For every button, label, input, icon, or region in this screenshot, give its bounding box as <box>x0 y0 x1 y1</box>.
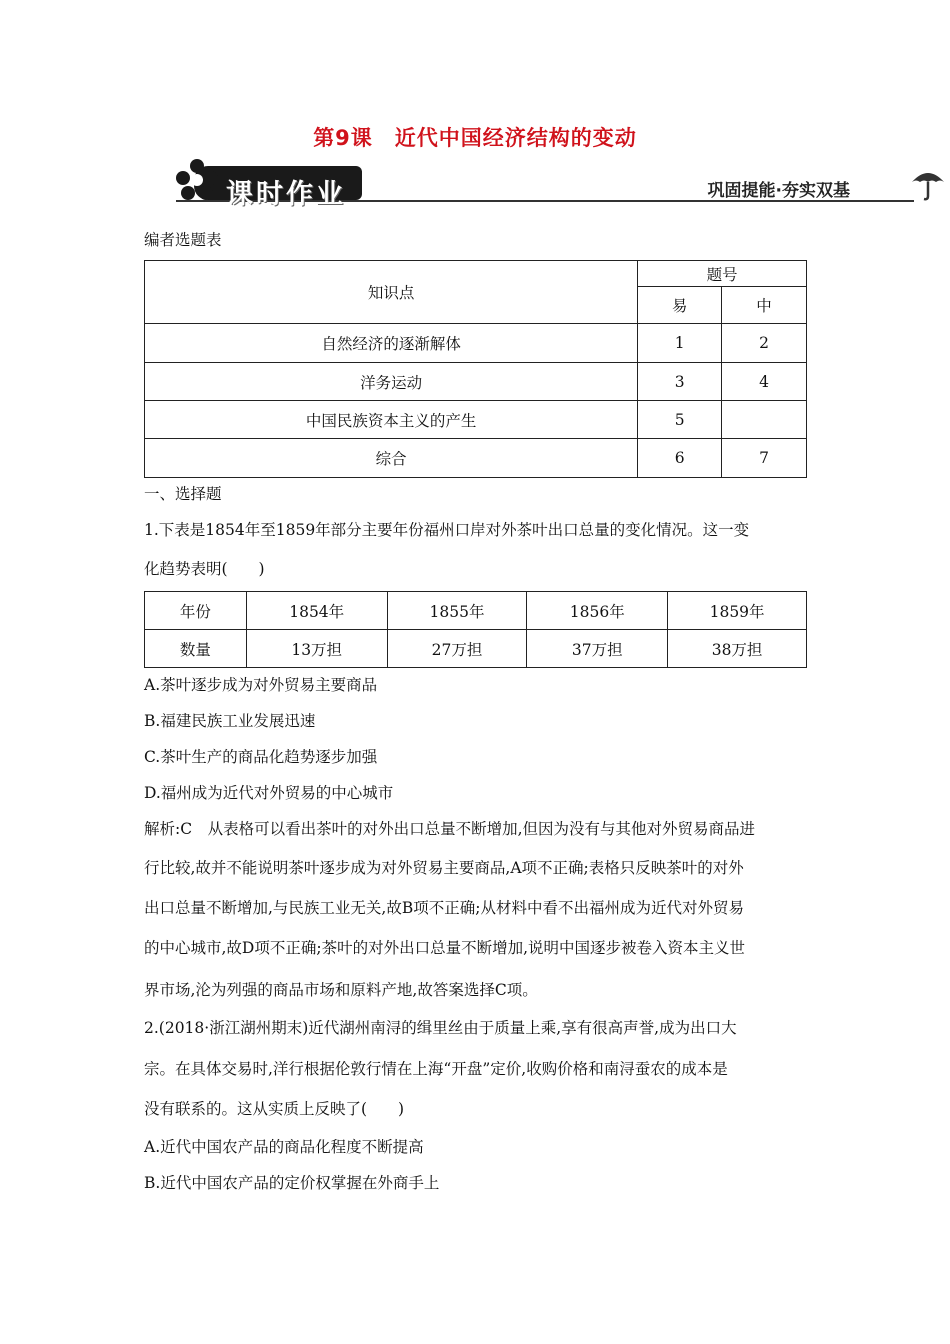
q1-option-b: B.福建民族工业发展迅速 <box>144 712 316 730</box>
row-label: 年份 <box>145 592 247 630</box>
header-number: 题号 <box>638 261 807 287</box>
table-row <box>145 630 807 668</box>
easy-cell: 5 <box>638 401 722 439</box>
page-title: 第9课 近代中国经济结构的变动 <box>313 126 637 150</box>
year-cell: 1854年 <box>246 592 387 630</box>
section-heading: 一、选择题 <box>144 485 222 503</box>
q1-stem-line: 1.下表是1854年至1859年部分主要年份福州口岸对外茶叶出口总量的变化情况。这一变 <box>144 521 750 539</box>
q1-option-d: D.福州成为近代对外贸易的中心城市 <box>144 784 394 802</box>
header-medium: 中 <box>722 287 807 324</box>
flower-icon <box>174 158 220 202</box>
header-easy: 易 <box>638 287 722 324</box>
amount-cell: 38万担 <box>668 630 807 668</box>
table-row <box>145 439 807 478</box>
table-row <box>145 401 807 439</box>
q1-stem-line: 化趋势表明( ) <box>144 560 265 578</box>
row-label: 数量 <box>145 630 247 668</box>
year-cell: 1855年 <box>387 592 527 630</box>
q1-analysis-line: 出口总量不断增加,与民族工业无关,故B项不正确;从材料中看不出福州成为近代对外贸易 <box>144 899 744 917</box>
topic-table <box>144 260 807 478</box>
medium-cell <box>722 401 807 439</box>
amount-cell: 27万担 <box>387 630 527 668</box>
medium-cell: 4 <box>722 363 807 401</box>
easy-cell: 3 <box>638 363 722 401</box>
tea-export-table <box>144 591 807 668</box>
table-row <box>145 324 807 363</box>
q2-stem-line: 没有联系的。这从实质上反映了( ) <box>144 1100 405 1118</box>
banner-tag-text: 课时作业 <box>226 179 346 210</box>
topic-cell: 中国民族资本主义的产生 <box>145 401 638 439</box>
q1-analysis-line: 解析:C 从表格可以看出茶叶的对外出口总量不断增加,但因为没有与其他对外贸易商品进 <box>144 820 756 838</box>
topic-cell: 综合 <box>145 439 638 478</box>
table-row <box>145 592 807 630</box>
header-topic: 知识点 <box>145 261 638 324</box>
easy-cell: 6 <box>638 439 722 478</box>
amount-cell: 13万担 <box>246 630 387 668</box>
q2-option-b: B.近代中国农产品的定价权掌握在外商手上 <box>144 1174 440 1192</box>
easy-cell: 1 <box>638 324 722 363</box>
topic-cell: 自然经济的逐渐解体 <box>145 324 638 363</box>
q1-analysis-line: 界市场,沦为列强的商品市场和原料产地,故答案选择C项。 <box>144 981 538 999</box>
intro-text: 编者选题表 <box>144 231 222 249</box>
q1-option-a: A.茶叶逐步成为对外贸易主要商品 <box>144 676 378 694</box>
year-cell: 1859年 <box>668 592 807 630</box>
q2-stem-line: 宗。在具体交易时,洋行根据伦敦行情在上海“开盘”定价,收购价格和南浔蚕农的成本是 <box>144 1060 728 1078</box>
medium-cell: 7 <box>722 439 807 478</box>
q1-analysis-line: 的中心城市,故D项不正确;茶叶的对外出口总量不断增加,说明中国逐步被卷入资本主义世 <box>144 939 746 957</box>
topic-cell: 洋务运动 <box>145 363 638 401</box>
q2-stem-line: 2.(2018·浙江湖州期末)近代湖州南浔的缉里丝由于质量上乘,享有很高声誉,成为出口大 <box>144 1019 737 1037</box>
amount-cell: 37万担 <box>527 630 668 668</box>
year-cell: 1856年 <box>527 592 668 630</box>
table-row <box>145 363 807 401</box>
umbrella-icon <box>910 166 946 202</box>
q1-analysis-line: 行比较,故并不能说明茶叶逐步成为对外贸易主要商品,A项不正确;表格只反映茶叶的对外 <box>144 859 744 877</box>
section-banner <box>176 158 946 208</box>
q1-option-c: C.茶叶生产的商品化趋势逐步加强 <box>144 748 378 766</box>
medium-cell: 2 <box>722 324 807 363</box>
q2-option-a: A.近代中国农产品的商品化程度不断提高 <box>144 1138 424 1156</box>
banner-slogan: 巩固提能·夯实双基 <box>707 181 850 201</box>
